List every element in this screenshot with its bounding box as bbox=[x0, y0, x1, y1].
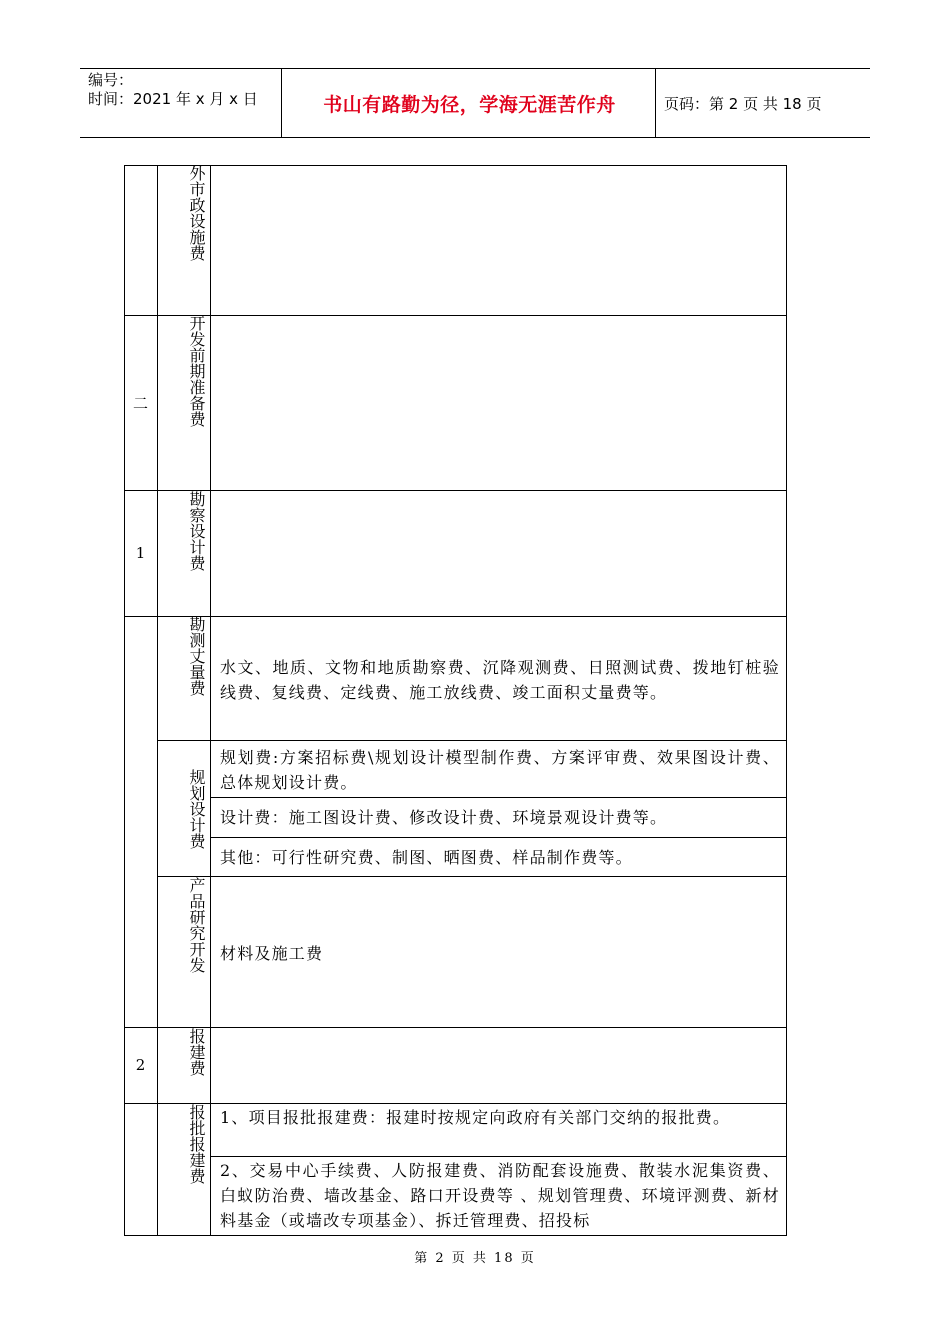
header-divider bbox=[655, 69, 656, 137]
header-meta bbox=[88, 71, 258, 109]
row-divider bbox=[124, 1027, 787, 1028]
table-border bbox=[786, 165, 787, 1236]
row-number: 1 bbox=[135, 544, 146, 562]
row-divider bbox=[124, 490, 787, 491]
detail-text: 1、项目报批报建费：报建时按规定向政府有关部门交纳的报批费。 bbox=[220, 1108, 731, 1127]
row-divider bbox=[157, 876, 787, 877]
time-label: 时间：2021 年 x 月 x 日 bbox=[88, 90, 258, 108]
item-label: 报建费 bbox=[187, 1028, 206, 1076]
header-page-info: 页码：第 2 页 共 18 页 bbox=[664, 94, 822, 113]
row-item-cell bbox=[159, 616, 209, 740]
row-item-cell bbox=[159, 741, 209, 876]
detail-text: 其他：可行性研究费、制图、晒图费、样品制作费等。 bbox=[220, 848, 633, 867]
row-divider bbox=[124, 616, 787, 617]
row-divider bbox=[157, 740, 787, 741]
item-label: 外市政设施费 bbox=[187, 165, 206, 261]
row-divider bbox=[124, 1103, 787, 1104]
row-divider bbox=[210, 837, 787, 838]
row-divider bbox=[210, 1156, 787, 1157]
item-label: 开发前期准备费 bbox=[187, 315, 206, 427]
item-label: 勘测丈量费 bbox=[187, 616, 206, 696]
item-label: 产品研究开发 bbox=[187, 877, 206, 973]
table-border bbox=[124, 1235, 787, 1236]
row-item-cell bbox=[159, 315, 209, 490]
row-item-cell bbox=[159, 165, 209, 315]
code-label: 编号： bbox=[88, 71, 134, 89]
item-label: 规划设计费 bbox=[187, 768, 206, 849]
row-number: 二 bbox=[132, 394, 148, 413]
column-divider bbox=[157, 165, 158, 1236]
row-item-cell bbox=[159, 1104, 209, 1235]
item-label: 勘察设计费 bbox=[187, 491, 206, 571]
column-divider bbox=[210, 165, 211, 1236]
cost-table bbox=[124, 165, 787, 1236]
row-number: 2 bbox=[135, 1056, 146, 1074]
detail-text: 设计费：施工图设计费、修改设计费、环境景观设计费等。 bbox=[220, 808, 668, 827]
item-label: 报批报建费 bbox=[187, 1104, 206, 1184]
detail-text: 材料及施工费 bbox=[220, 944, 324, 963]
header-divider bbox=[281, 69, 282, 137]
detail-text: 规划费:方案招标费\规划设计模型制作费、方案评审费、效果图设计费、总体规划设计费。 bbox=[220, 748, 780, 792]
row-divider bbox=[210, 797, 787, 798]
page-footer: 第 2 页 共 18 页 bbox=[414, 1251, 536, 1266]
table-border bbox=[124, 165, 125, 1236]
row-divider bbox=[124, 315, 787, 316]
table-border bbox=[124, 165, 787, 166]
row-item-cell bbox=[159, 491, 209, 616]
row-item-cell bbox=[159, 1028, 209, 1103]
detail-text: 水文、地质、文物和地质勘察费、沉降观测费、日照测试费、拨地钉桩验线费、复线费、定线费、施工放线费、竣工面积丈量费等。 bbox=[220, 658, 780, 702]
detail-text: 2、交易中心手续费、人防报建费、消防配套设施费、散装水泥集资费、白蚁防治费、墙改基金、路口开设费等 、规划管理费、环境评测费、新材料基金（或墙改专项基金）、拆迁管理费、招投标 bbox=[220, 1161, 780, 1230]
page-header bbox=[80, 68, 870, 138]
row-item-cell bbox=[159, 877, 209, 1027]
header-motto: 书山有路勤为径，学海无涯苦作舟 bbox=[323, 93, 616, 116]
